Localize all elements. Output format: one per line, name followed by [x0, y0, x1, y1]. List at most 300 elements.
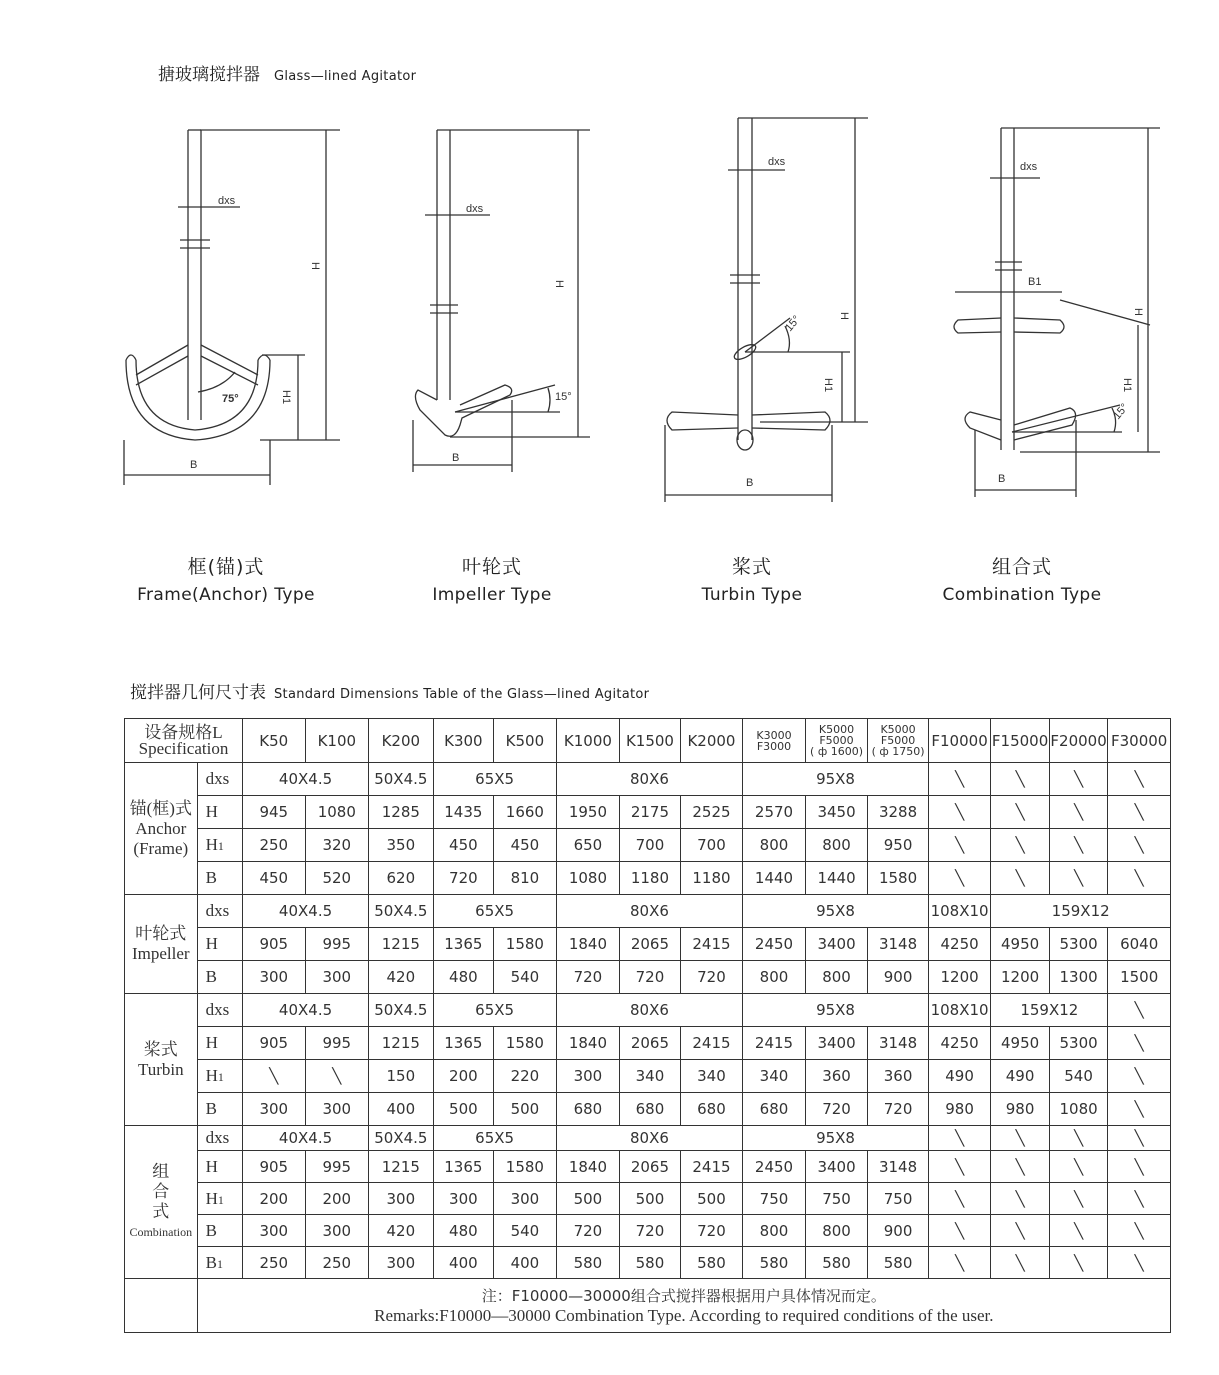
table-cell: 720	[556, 961, 620, 994]
table-cell: 1080	[556, 862, 620, 895]
page-title-en: Glass—lined Agitator	[274, 69, 417, 84]
table-cell: 300	[243, 1093, 306, 1126]
spec-header: 设备规格L Specification	[125, 719, 243, 763]
table-cell: 1365	[433, 928, 494, 961]
table-cell: 720	[556, 1215, 620, 1247]
table-cell: 3400	[805, 1151, 868, 1183]
impeller-h-label: H	[553, 280, 565, 288]
table-cell: ╲	[928, 1151, 991, 1183]
table-cell: ╲	[928, 796, 991, 829]
table-cell: 1180	[620, 862, 681, 895]
table-cell: 540	[1049, 1060, 1108, 1093]
remarks: 注：F10000—30000组合式搅拌器根据用户具体情况而定。 Remarks:F10000—30000 Combination Type. According to required conditions of the user.	[197, 1279, 1170, 1333]
table-row	[125, 1247, 1171, 1279]
table-cell: 540	[494, 1215, 557, 1247]
category-anchor: 锚(框)式 Anchor (Frame)	[125, 763, 198, 895]
table-cell: 1440	[805, 862, 868, 895]
table-cell: 95X8	[743, 763, 929, 796]
table-cell: 720	[868, 1093, 929, 1126]
impeller-b-label: B	[452, 452, 460, 464]
table-cell: 2525	[680, 796, 743, 829]
table-cell: 905	[243, 1151, 306, 1183]
table-cell: 65X5	[433, 994, 556, 1027]
table-cell: 360	[868, 1060, 929, 1093]
table-cell: ╲	[305, 1060, 369, 1093]
table-cell: ╲	[1108, 1183, 1171, 1215]
table-cell: 680	[620, 1093, 681, 1126]
table-cell: 500	[620, 1183, 681, 1215]
table-cell: 65X5	[433, 1126, 556, 1151]
table-cell: ╲	[1108, 1126, 1171, 1151]
table-cell: 1840	[556, 1151, 620, 1183]
col-header: F15000	[991, 719, 1050, 763]
table-cell: 800	[743, 829, 806, 862]
combination-b1-label: B1	[1028, 276, 1042, 288]
combination-h1-label: H1	[1121, 378, 1133, 393]
table-cell: 4250	[928, 928, 991, 961]
table-cell: 1300	[1049, 961, 1108, 994]
table-cell: 1580	[494, 1151, 557, 1183]
table-cell: 480	[433, 1215, 494, 1247]
table-cell: 580	[556, 1247, 620, 1279]
table-cell: 4950	[991, 1027, 1050, 1060]
caption-impeller: 叶轮式 Impeller Type	[432, 556, 552, 605]
page-title	[158, 60, 416, 85]
table-cell: 720	[680, 1215, 743, 1247]
table-cell: 520	[305, 862, 369, 895]
table-cell: 620	[369, 862, 434, 895]
table-cell: ╲	[1108, 1247, 1171, 1279]
col-header-k5000a: K5000 F5000 ( ф 1600)	[805, 719, 868, 763]
table-cell: 2415	[680, 1151, 743, 1183]
table-cell: 300	[243, 1215, 306, 1247]
table-row	[125, 862, 1171, 895]
page-title-zh: 搪玻璃搅拌器	[158, 65, 260, 85]
table-cell: 980	[991, 1093, 1050, 1126]
table-cell: 420	[369, 961, 434, 994]
table-cell: ╲	[991, 1215, 1050, 1247]
table-row	[125, 1151, 1171, 1183]
table-cell: 2570	[743, 796, 806, 829]
table-cell: 2450	[743, 928, 806, 961]
table-cell: 250	[305, 1247, 369, 1279]
table-cell: 580	[868, 1247, 929, 1279]
table-title-zh: 搅拌器几何尺寸表	[130, 683, 266, 703]
table-cell: dxs	[197, 994, 242, 1027]
table-cell: 3148	[868, 928, 929, 961]
table-cell: 300	[369, 1247, 434, 1279]
table-cell: 450	[243, 862, 306, 895]
table-cell: 200	[433, 1060, 494, 1093]
category-impeller: 叶轮式 Impeller	[125, 895, 198, 994]
col-header: K50	[243, 719, 306, 763]
frame-angle-label: 75°	[222, 393, 239, 405]
table-cell: 720	[680, 961, 743, 994]
table-cell: 490	[928, 1060, 991, 1093]
table-cell: ╲	[1108, 1060, 1171, 1093]
table-cell: 340	[620, 1060, 681, 1093]
table-cell: 480	[433, 961, 494, 994]
table-cell: 1580	[494, 928, 557, 961]
table-cell: 905	[243, 928, 306, 961]
table-cell: 1215	[369, 1027, 434, 1060]
table-cell: 300	[305, 1093, 369, 1126]
table-cell: ╲	[1108, 994, 1171, 1027]
table-cell: ╲	[1049, 1247, 1108, 1279]
table-cell: ╲	[1108, 1027, 1171, 1060]
table-cell: 40X4.5	[243, 895, 369, 928]
table-cell: 900	[868, 961, 929, 994]
table-cell: H	[197, 1151, 242, 1183]
table-cell: B	[197, 862, 242, 895]
table-cell: H	[197, 928, 242, 961]
table-cell: 1180	[680, 862, 743, 895]
table-cell: 50X4.5	[369, 895, 434, 928]
table-cell: 680	[556, 1093, 620, 1126]
table-row	[125, 829, 1171, 862]
table-cell	[125, 1279, 198, 1333]
col-header: F20000	[1049, 719, 1108, 763]
table-cell: 250	[243, 829, 306, 862]
table-cell: 700	[680, 829, 743, 862]
table-row	[125, 1093, 1171, 1126]
table-cell: 3450	[805, 796, 868, 829]
table-row	[125, 928, 1171, 961]
table-cell: 320	[305, 829, 369, 862]
table-cell: ╲	[1108, 862, 1171, 895]
impeller-dxs-label: dxs	[466, 203, 484, 215]
table-cell: H	[197, 796, 242, 829]
table-cell: 80X6	[556, 763, 743, 796]
table-cell: 420	[369, 1215, 434, 1247]
table-cell: 95X8	[743, 1126, 929, 1151]
caption-frame-anchor: 框(锚)式 Frame(Anchor) Type	[137, 556, 315, 605]
col-header: K500	[494, 719, 557, 763]
table-cell: ╲	[991, 829, 1050, 862]
table-cell: H	[197, 1027, 242, 1060]
table-cell: 800	[805, 961, 868, 994]
table-cell: 300	[369, 1183, 434, 1215]
turbin-drawing	[665, 118, 868, 502]
table-cell: 65X5	[433, 763, 556, 796]
combination-drawing	[954, 128, 1160, 497]
table-cell: ╲	[243, 1060, 306, 1093]
table-cell: 580	[680, 1247, 743, 1279]
table-row	[125, 1060, 1171, 1093]
table-cell: ╲	[1108, 796, 1171, 829]
table-cell: 95X8	[743, 994, 929, 1027]
table-cell: 2450	[743, 1151, 806, 1183]
table-cell: 500	[433, 1093, 494, 1126]
table-cell: 400	[494, 1247, 557, 1279]
frame-h-label: H	[309, 262, 321, 270]
table-cell: ╲	[1108, 1215, 1171, 1247]
dimensions-table	[124, 718, 1171, 1333]
table-cell: 80X6	[556, 1126, 743, 1151]
table-cell: dxs	[197, 763, 242, 796]
table-cell: ╲	[1049, 796, 1108, 829]
table-cell: 1840	[556, 928, 620, 961]
table-cell: ╲	[1108, 763, 1171, 796]
table-cell: 3400	[805, 928, 868, 961]
combination-h-label: H	[1132, 308, 1144, 316]
table-row	[125, 1215, 1171, 1247]
table-cell: 1365	[433, 1027, 494, 1060]
table-cell: 1285	[369, 796, 434, 829]
table-title	[130, 678, 649, 703]
table-cell: 50X4.5	[369, 994, 434, 1027]
col-header-k5000b: K5000 F5000 ( ф 1750)	[868, 719, 929, 763]
table-cell: 108X10	[928, 994, 991, 1027]
table-cell: 300	[305, 1215, 369, 1247]
combination-b-label: B	[998, 473, 1006, 485]
table-cell: 1215	[369, 928, 434, 961]
table-cell: 750	[868, 1183, 929, 1215]
table-cell: 400	[369, 1093, 434, 1126]
table-cell: 810	[494, 862, 557, 895]
turbin-dxs-label: dxs	[768, 156, 786, 168]
table-cell: 300	[494, 1183, 557, 1215]
table-cell: 720	[433, 862, 494, 895]
col-header: K1000	[556, 719, 620, 763]
table-cell: 40X4.5	[243, 994, 369, 1027]
table-cell: 50X4.5	[369, 763, 434, 796]
table-cell: 500	[494, 1093, 557, 1126]
table-cell: ╲	[991, 1151, 1050, 1183]
table-cell: 40X4.5	[243, 1126, 369, 1151]
table-cell: 1200	[991, 961, 1050, 994]
table-cell: 580	[805, 1247, 868, 1279]
table-cell: 3148	[868, 1027, 929, 1060]
table-cell: 1500	[1108, 961, 1171, 994]
table-cell: 1840	[556, 1027, 620, 1060]
table-cell: 580	[620, 1247, 681, 1279]
table-cell: 750	[743, 1183, 806, 1215]
table-cell: 300	[243, 961, 306, 994]
table-cell: 200	[243, 1183, 306, 1215]
table-cell: 750	[805, 1183, 868, 1215]
table-cell: ╲	[1108, 1151, 1171, 1183]
table-cell: 995	[305, 1151, 369, 1183]
table-cell: 580	[743, 1247, 806, 1279]
table-cell: 108X10	[928, 895, 991, 928]
table-cell: 720	[805, 1093, 868, 1126]
table-cell: 720	[620, 1215, 681, 1247]
table-cell: 1440	[743, 862, 806, 895]
table-cell: B	[197, 961, 242, 994]
table-row	[125, 1183, 1171, 1215]
table-cell: 4950	[991, 928, 1050, 961]
agitator-drawings	[0, 100, 1219, 520]
frame-b-label: B	[190, 459, 198, 471]
table-cell: 150	[369, 1060, 434, 1093]
table-row	[125, 1027, 1171, 1060]
table-cell: ╲	[1108, 1093, 1171, 1126]
table-cell: 500	[680, 1183, 743, 1215]
table-cell: 2065	[620, 1151, 681, 1183]
table-row	[125, 961, 1171, 994]
table-cell: B	[197, 1093, 242, 1126]
table-row	[125, 763, 1171, 796]
table-cell: ╲	[1049, 1151, 1108, 1183]
frame-anchor-drawing	[124, 130, 340, 485]
table-cell: 680	[680, 1093, 743, 1126]
table-cell: 950	[868, 829, 929, 862]
header-row	[125, 719, 1171, 763]
table-cell: 5300	[1049, 1027, 1108, 1060]
table-cell: 340	[680, 1060, 743, 1093]
category-turbin: 桨式 Turbin	[125, 994, 198, 1126]
frame-dxs-label: dxs	[218, 195, 236, 207]
table-title-en: Standard Dimensions Table of the Glass—lined Agitator	[274, 687, 650, 702]
table-row	[125, 895, 1171, 928]
table-cell: 80X6	[556, 994, 743, 1027]
table-cell: 4250	[928, 1027, 991, 1060]
table-cell: ╲	[928, 1126, 991, 1151]
table-cell: 5300	[1049, 928, 1108, 961]
table-cell: 340	[743, 1060, 806, 1093]
table-cell: 2415	[680, 928, 743, 961]
table-cell: 300	[556, 1060, 620, 1093]
table-cell: ╲	[991, 1247, 1050, 1279]
table-row	[125, 994, 1171, 1027]
table-cell: 3288	[868, 796, 929, 829]
table-cell: 300	[305, 961, 369, 994]
table-cell: 350	[369, 829, 434, 862]
table-cell: 1580	[868, 862, 929, 895]
table-cell: 2415	[743, 1027, 806, 1060]
table-cell: 980	[928, 1093, 991, 1126]
table-cell: 490	[991, 1060, 1050, 1093]
table-cell: H1	[197, 829, 242, 862]
table-cell: 900	[868, 1215, 929, 1247]
col-header: K200	[369, 719, 434, 763]
table-cell: ╲	[1108, 829, 1171, 862]
table-cell: ╲	[928, 862, 991, 895]
table-cell: 720	[620, 961, 681, 994]
turbin-h1-label: H1	[822, 378, 834, 393]
remarks-row	[125, 1279, 1171, 1333]
table-cell: 3400	[805, 1027, 868, 1060]
caption-turbin: 桨式 Turbin Type	[701, 556, 803, 605]
table-cell: 95X8	[743, 895, 929, 928]
table-cell: 1660	[494, 796, 557, 829]
combination-angle-label: 15°	[1111, 401, 1131, 422]
table-cell: H1	[197, 1060, 242, 1093]
table-cell: 220	[494, 1060, 557, 1093]
table-cell: ╲	[1049, 862, 1108, 895]
combination-dxs-label: dxs	[1020, 161, 1038, 173]
table-cell: 1365	[433, 1151, 494, 1183]
table-cell: ╲	[1049, 1215, 1108, 1247]
frame-h1-label: H1	[280, 390, 292, 405]
table-cell: 1080	[305, 796, 369, 829]
table-cell: 80X6	[556, 895, 743, 928]
table-cell: 450	[494, 829, 557, 862]
table-cell: 500	[556, 1183, 620, 1215]
table-cell: 200	[305, 1183, 369, 1215]
table-cell: 40X4.5	[243, 763, 369, 796]
table-row	[125, 796, 1171, 829]
table-cell: ╲	[1049, 1126, 1108, 1151]
table-cell: 905	[243, 1027, 306, 1060]
turbin-h-label: H	[838, 312, 850, 320]
table-cell: dxs	[197, 1126, 242, 1151]
table-cell: 700	[620, 829, 681, 862]
table-cell: 995	[305, 1027, 369, 1060]
table-cell: ╲	[991, 763, 1050, 796]
table-cell: 540	[494, 961, 557, 994]
table-cell: 400	[433, 1247, 494, 1279]
table-cell: 50X4.5	[369, 1126, 434, 1151]
impeller-angle-label: 15°	[555, 391, 572, 403]
table-cell: 800	[805, 829, 868, 862]
table-cell: 250	[243, 1247, 306, 1279]
table-cell: 1950	[556, 796, 620, 829]
turbin-b-label: B	[746, 477, 754, 489]
col-header: K100	[305, 719, 369, 763]
table-cell: 2415	[680, 1027, 743, 1060]
col-header: K300	[433, 719, 494, 763]
table-row	[125, 1126, 1171, 1151]
table-cell: 159X12	[991, 994, 1108, 1027]
col-header: F30000	[1108, 719, 1171, 763]
table-cell: 800	[805, 1215, 868, 1247]
turbin-angle-label: 15°	[783, 313, 803, 334]
table-cell: 800	[743, 961, 806, 994]
table-cell: 800	[743, 1215, 806, 1247]
impeller-drawing	[413, 130, 590, 472]
table-cell: ╲	[928, 1247, 991, 1279]
table-cell: ╲	[928, 829, 991, 862]
table-cell: 2175	[620, 796, 681, 829]
table-cell: 680	[743, 1093, 806, 1126]
table-cell: 1200	[928, 961, 991, 994]
table-cell: 360	[805, 1060, 868, 1093]
table-cell: 3148	[868, 1151, 929, 1183]
table-cell: ╲	[1049, 1183, 1108, 1215]
table-cell: 1215	[369, 1151, 434, 1183]
table-cell: 2065	[620, 928, 681, 961]
table-cell: ╲	[1049, 763, 1108, 796]
caption-combination: 组合式 Combination Type	[942, 556, 1102, 605]
table-cell: 65X5	[433, 895, 556, 928]
table-cell: 995	[305, 928, 369, 961]
table-cell: 159X12	[991, 895, 1171, 928]
col-header: K1500	[620, 719, 681, 763]
col-header-k3000: K3000 F3000	[743, 719, 806, 763]
table-cell: 300	[433, 1183, 494, 1215]
table-cell: 6040	[1108, 928, 1171, 961]
table-cell: B1	[197, 1247, 242, 1279]
table-cell: 1435	[433, 796, 494, 829]
table-cell: ╲	[991, 1126, 1050, 1151]
col-header: K2000	[680, 719, 743, 763]
table-cell: H1	[197, 1183, 242, 1215]
table-cell: dxs	[197, 895, 242, 928]
category-combination: 组 合 式 Combination	[125, 1126, 198, 1279]
table-cell: ╲	[991, 1183, 1050, 1215]
col-header: F10000	[928, 719, 991, 763]
table-cell: ╲	[991, 796, 1050, 829]
table-cell: 650	[556, 829, 620, 862]
table-cell: 2065	[620, 1027, 681, 1060]
table-cell: ╲	[1049, 829, 1108, 862]
table-cell: 1080	[1049, 1093, 1108, 1126]
table-cell: ╲	[928, 763, 991, 796]
table-cell: 945	[243, 796, 306, 829]
table-cell: 1580	[494, 1027, 557, 1060]
